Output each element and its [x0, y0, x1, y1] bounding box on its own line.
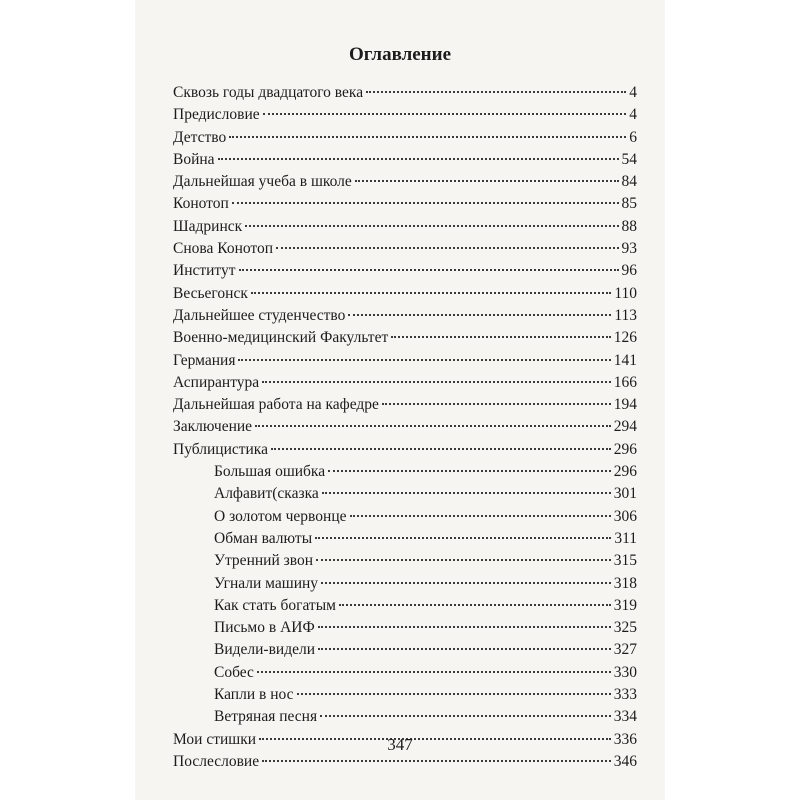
toc-entry-page: 141 [613, 351, 637, 369]
toc-entry-page: 93 [621, 240, 637, 258]
toc-entry-page: 327 [613, 641, 637, 659]
toc-subentry [173, 684, 637, 706]
toc-entry-title: Дальнейшее студенчество [173, 306, 346, 324]
dot-leader [339, 604, 611, 606]
dot-leader [232, 202, 619, 204]
dot-leader [366, 91, 626, 93]
toc-subentry [173, 617, 637, 639]
toc-entry-page: 330 [613, 663, 637, 681]
toc-entry-title: Капли в нос [214, 686, 294, 704]
toc-entry-page: 110 [614, 284, 637, 302]
dot-leader [218, 158, 619, 160]
toc-entry-title: Угнали машину [214, 574, 319, 592]
dot-leader [382, 403, 611, 405]
toc-entry [173, 238, 637, 260]
toc-entry-page: 336 [613, 730, 637, 748]
toc-entry-title: Как стать богатым [214, 596, 336, 614]
toc-entry-title: Дальнейшая работа на кафедре [173, 396, 379, 414]
dot-leader [257, 671, 611, 673]
dot-leader [229, 136, 626, 138]
toc-subentry [173, 483, 637, 505]
toc-entry [173, 260, 637, 282]
toc-entry-page: 306 [613, 507, 637, 525]
toc-entry-title: Ветряная песня [214, 708, 318, 726]
toc-subentry [173, 528, 637, 550]
toc-entry-page: 319 [613, 596, 637, 614]
toc-entry [173, 193, 637, 215]
toc-entry-page: 318 [613, 574, 637, 592]
toc-entry [173, 82, 637, 104]
toc-entry [173, 104, 637, 126]
page-title: Оглавление [348, 44, 452, 65]
toc-entry-title: О золотом червонце [214, 507, 347, 525]
toc-subentry [173, 639, 637, 661]
toc-entry-page: 4 [629, 106, 637, 124]
toc-entry-title: Собес [214, 663, 254, 681]
dot-leader [355, 180, 619, 182]
toc-entry-title: Снова Конотоп [173, 240, 274, 258]
toc-entry-page: 85 [621, 195, 637, 213]
toc-subentry [173, 573, 637, 595]
toc-entry-title: Видели-видели [214, 641, 315, 659]
toc-entry-title: Заключение [173, 418, 253, 436]
dot-leader [321, 582, 611, 584]
toc-entry-title: Мои стишки [173, 730, 257, 748]
toc-entry-title: Конотоп [173, 195, 229, 213]
book-page [135, 0, 665, 800]
dot-leader [262, 381, 611, 383]
toc-entry-title: Аспирантура [173, 373, 260, 391]
toc-entry-title: Большая ошибка [214, 463, 326, 481]
toc-entry-page: 325 [613, 619, 637, 637]
dot-leader [238, 359, 610, 361]
toc-entry-page: 333 [613, 686, 637, 704]
toc-entry-page: 311 [614, 529, 637, 547]
page-number: 347 [387, 735, 413, 754]
toc-entry [173, 372, 637, 394]
dot-leader [350, 515, 611, 517]
toc-entry-page: 88 [621, 217, 637, 235]
dot-leader [263, 113, 627, 115]
toc-entry [173, 327, 637, 349]
toc-entry-page: 126 [613, 329, 637, 347]
table-of-contents [173, 82, 637, 773]
toc-entry-title: Послесловие [173, 752, 260, 770]
dot-leader [245, 225, 618, 227]
toc-subentry [173, 595, 637, 617]
toc-entry-page: 113 [614, 306, 637, 324]
toc-entry-title: Дальнейшая учеба в школе [173, 173, 352, 191]
toc-entry [173, 394, 637, 416]
toc-entry-title: Весьегонск [173, 284, 248, 302]
toc-entry-page: 54 [621, 150, 637, 168]
toc-subentry [173, 706, 637, 728]
toc-entry [173, 283, 637, 305]
toc-subentry [173, 550, 637, 572]
dot-leader [297, 693, 611, 695]
toc-entry [173, 149, 637, 171]
toc-entry-title: Письмо в АИФ [214, 619, 315, 637]
toc-entry [173, 350, 637, 372]
dot-leader [391, 336, 611, 338]
toc-entry-title: Война [173, 150, 215, 168]
toc-entry-title: Военно-медицинский Факультет [173, 329, 389, 347]
toc-entry-title: Сквозь годы двадцатого века [173, 84, 364, 101]
dot-leader [276, 247, 618, 249]
dot-leader [262, 760, 611, 762]
toc-entry-title: Германия [173, 351, 236, 369]
dot-leader [251, 292, 611, 294]
toc-entry-page: 294 [613, 418, 637, 436]
toc-subentry [173, 506, 637, 528]
dot-leader [320, 715, 611, 717]
toc-subentry [173, 461, 637, 483]
toc-entry-title: Утренний звон [214, 552, 314, 570]
dot-leader [239, 269, 619, 271]
dot-leader [322, 492, 611, 494]
toc-entry [173, 216, 637, 238]
dot-leader [328, 470, 611, 472]
toc-entry-page: 315 [613, 552, 637, 570]
toc-entry [173, 171, 637, 193]
dot-leader [348, 314, 611, 316]
toc-entry-page: 334 [613, 708, 637, 726]
toc-entry-title: Обман валюты [214, 529, 313, 547]
toc-entry-page: 96 [621, 262, 637, 280]
toc-entry-title: Алфавит(сказка [214, 485, 319, 503]
toc-entry-page: 84 [621, 173, 637, 191]
toc-entry-title: Предисловие [173, 106, 260, 124]
toc-entry-page: 301 [613, 485, 637, 503]
toc-entry-page: 4 [629, 84, 637, 101]
dot-leader [255, 425, 611, 427]
toc-entry [173, 416, 637, 438]
toc-entry-title: Шадринск [173, 217, 243, 235]
toc-entry-page: 296 [613, 440, 637, 458]
dot-leader [315, 537, 611, 539]
dot-leader [271, 448, 611, 450]
toc-entry-title: Институт [173, 262, 236, 280]
dot-leader [316, 559, 611, 561]
toc-entry-page: 6 [629, 128, 637, 146]
toc-entry-title: Детство [173, 128, 227, 146]
toc-entry [173, 127, 637, 149]
toc-subentry [173, 662, 637, 684]
toc-entry-page: 296 [613, 463, 637, 481]
toc-entry-page: 166 [613, 373, 637, 391]
toc-entry [173, 305, 637, 327]
toc-entry-page: 346 [613, 752, 637, 770]
dot-leader [318, 626, 611, 628]
dot-leader [318, 648, 611, 650]
toc-entry-title: Публицистика [173, 440, 268, 458]
toc-entry [173, 439, 637, 461]
toc-entry-page: 194 [613, 396, 637, 414]
